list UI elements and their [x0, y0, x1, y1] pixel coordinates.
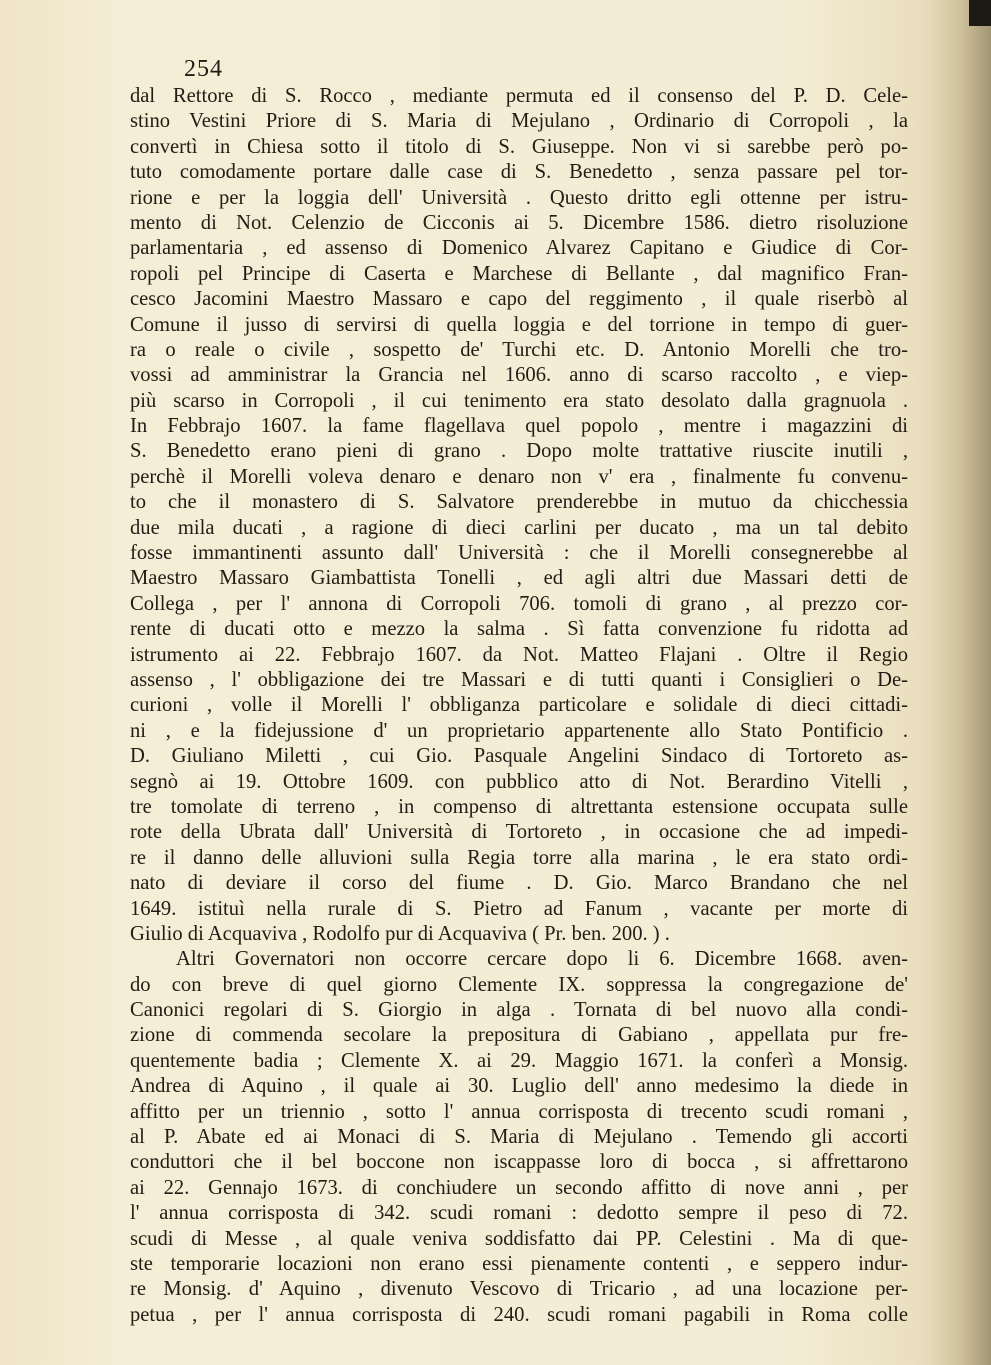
text-line: curioni , volle il Morelli l' obbliganza particolare e solidale di dieci cittadi- — [130, 694, 908, 717]
text-line: rente di ducati otto e mezzo la salma . Sì fatta convenzione fu ridotta ad — [130, 618, 908, 641]
text-line: perchè il Morelli voleva denaro e denaro non v' era , finalmente fu convenu- — [130, 465, 908, 488]
text-line: conduttori che il bel boccone non iscappasse loro di bocca , si affrettarono — [130, 1151, 908, 1174]
text-line: cesco Jacomini Maestro Massaro e capo del reggimento , il quale riserbò al — [130, 288, 908, 311]
text-line: ropoli pel Principe di Caserta e Marchese di Bellante , dal magnifico Fran- — [130, 262, 908, 285]
text-line: S. Benedetto erano pieni di grano . Dopo molte trattative riuscite inutili , — [130, 440, 908, 463]
corner-mark — [969, 0, 991, 26]
text-line: D. Giuliano Miletti , cui Gio. Pasquale Angelini Sindaco di Tortoreto as- — [130, 745, 908, 768]
text-line: mento di Not. Celenzio de Cicconis ai 5. Dicembre 1586. dietro risoluzione — [130, 211, 908, 234]
text-line: più scarso in Corropoli , il cui tenimento era stato desolato dalla gragnuola . — [130, 389, 908, 412]
text-line: re Monsig. d' Aquino , divenuto Vescovo di Tricario , ad una locazione per- — [130, 1278, 908, 1301]
text-line: Giulio di Acquaviva , Rodolfo pur di Acquaviva ( Pr. ben. 200. ) . — [130, 922, 670, 945]
text-line: ai 22. Gennajo 1673. di conchiudere un secondo affitto di nove anni , per — [130, 1176, 908, 1199]
text-line: ste temporarie locazioni non erano essi pienamente contenti , e seppero indur- — [130, 1252, 908, 1275]
text-line: due mila ducati , a ragione di dieci carlini per ducato , ma un tal debito — [130, 516, 908, 539]
text-line: nato di deviare il corso del fiume . D. Gio. Marco Brandano che nel — [130, 872, 908, 895]
text-line: scudi di Messe , al quale veniva soddisfatto dai PP. Celestini . Ma di que- — [130, 1227, 908, 1250]
body-text — [130, 84, 908, 1328]
page-number: 254 — [184, 56, 223, 82]
text-line: tuto comodamente portare dalle case di S. Benedetto , senza passare pel tor- — [130, 161, 908, 184]
text-line: vossi ad amministrar la Grancia nel 1606. anno di scarso raccolto , e viep- — [130, 364, 908, 387]
text-line: rione e per la loggia dell' Università . Questo dritto egli ottenne per istru- — [130, 186, 908, 209]
text-line: re il danno delle alluvioni sulla Regia torre alla marina , le era stato ordi- — [130, 846, 908, 869]
text-line: quentemente badia ; Clemente X. ai 29. Maggio 1671. la conferì a Monsig. — [130, 1049, 908, 1072]
text-line: petua , per l' annua corrisposta di 240. scudi romani pagabili in Roma colle — [130, 1303, 908, 1326]
text-line: do con breve di quel giorno Clemente IX. soppressa la congregazione de' — [130, 973, 908, 996]
text-line: assenso , l' obbligazione dei tre Massari e di tutti quanti i Consiglieri o De- — [130, 668, 908, 691]
text-line: affitto per un triennio , sotto l' annua corrisposta di trecento scudi romani , — [130, 1100, 908, 1123]
text-line: stino Vestini Priore di S. Maria di Mejulano , Ordinario di Corropoli , la — [130, 110, 908, 133]
text-line: 1649. istituì nella rurale di S. Pietro ad Fanum , vacante per morte di — [130, 897, 908, 920]
text-line: to che il monastero di S. Salvatore prenderebbe in mutuo da chicchessia — [130, 491, 908, 514]
text-line: fosse immantinenti assunto dall' Università : che il Morelli consegnerebbe al — [130, 542, 908, 565]
text-line: dal Rettore di S. Rocco , mediante permuta ed il consenso del P. D. Cele- — [130, 85, 908, 107]
text-line: convertì in Chiesa sotto il titolo di S. Giuseppe. Non vi si sarebbe però po- — [130, 135, 908, 158]
text-line: zione di commenda secolare la prepositura di Gabiano , appellata pur fre- — [130, 1024, 908, 1047]
text-line: In Febbrajo 1607. la fame flagellava quel popolo , mentre i magazzini di — [130, 415, 908, 438]
page-edge-shadow — [929, 0, 991, 1365]
paragraph-start-line: Altri Governatori non occorre cercare dopo li 6. Dicembre 1668. aven- — [176, 948, 908, 971]
text-line: Collega , per l' annona di Corropoli 706. tomoli di grano , al prezzo cor- — [130, 592, 908, 615]
text-line: Canonici regolari di S. Giorgio in alga . Tornata di bel nuovo alla condi- — [130, 999, 908, 1022]
text-line: ra o reale o civile , sospetto de' Turchi etc. D. Antonio Morelli che tro- — [130, 338, 908, 361]
text-line: segnò ai 19. Ottobre 1609. con pubblico atto di Not. Berardino Vitelli , — [130, 770, 908, 793]
text-line: tre tomolate di terreno , in compenso di altrettanta estensione occupata sulle — [130, 795, 908, 818]
text-line: al P. Abate ed ai Monaci di S. Maria di Mejulano . Temendo gli accorti — [130, 1126, 908, 1149]
text-line: Andrea di Aquino , il quale ai 30. Luglio dell' anno medesimo la diede in — [130, 1075, 908, 1098]
text-line: parlamentaria , ed assenso di Domenico Alvarez Capitano e Giudice di Cor- — [130, 237, 908, 260]
text-line: l' annua corrisposta di 342. scudi romani : dedotto sempre il peso di 72. — [130, 1202, 908, 1225]
text-line: Comune il jusso di servirsi di quella loggia e del torrione in tempo di guer- — [130, 313, 908, 336]
text-line: istrumento ai 22. Febbrajo 1607. da Not. Matteo Flajani . Oltre il Regio — [130, 643, 908, 666]
text-line: rote della Ubrata dall' Università di Tortoreto , in occasione che ad impedi- — [130, 821, 908, 844]
text-line: ni , e la fidejussione d' un proprietario appartenente allo Stato Pontificio . — [130, 719, 908, 742]
text-line: Maestro Massaro Giambattista Tonelli , ed agli altri due Massari detti de — [130, 567, 908, 590]
